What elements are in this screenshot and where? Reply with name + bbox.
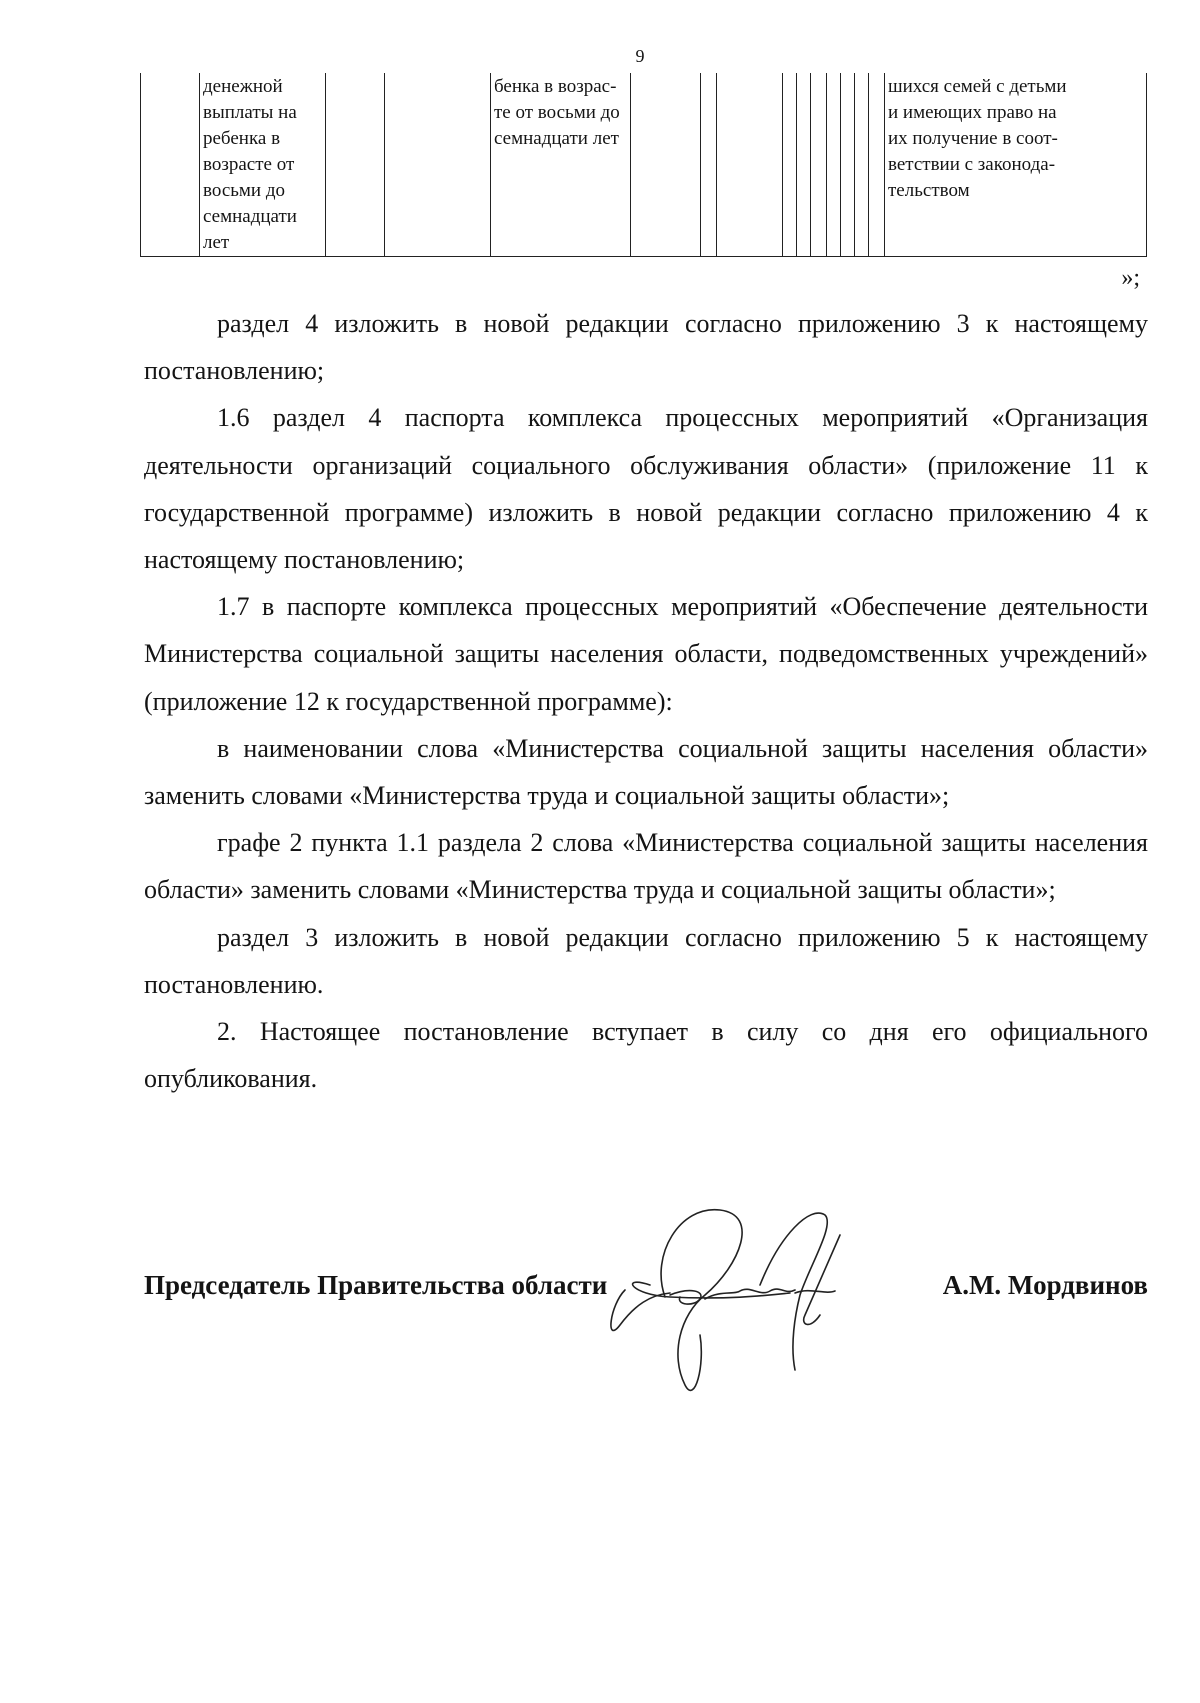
table-cell — [701, 73, 717, 257]
paragraph: 1.6 раздел 4 паспорта комплекса процессных мероприятий «Организация деятельности организаций социального обслуживания области» (приложение 11 к государственной программе) изложить в новой редакции согласно приложению 4 к настоящему постановлению; — [144, 403, 1148, 575]
table-cell — [869, 73, 885, 257]
signature-icon — [610, 1195, 940, 1430]
table-row — [141, 73, 1147, 257]
closing-quote: »; — [1121, 265, 1140, 291]
table-cell — [717, 73, 783, 257]
table-cell — [855, 73, 869, 257]
table-cell: бенка в возрас- те от восьми до семнадцати лет — [491, 73, 631, 257]
paragraph: в наименовании слова «Министерства социальной защиты населения области» заменить словами «Министерства труда и социальной защиты области»; — [144, 733, 1148, 811]
table-cell — [326, 73, 385, 257]
paragraph: 2. Настоящее постановление вступает в силу со дня его официального опубликования. — [144, 1017, 1148, 1094]
table-cell: денежной выплаты на ребенка в возрасте от восьми до семнадцати лет — [200, 73, 326, 257]
continuation-table — [140, 73, 1147, 257]
paragraph: раздел 4 изложить в новой редакции согласно приложению 3 к настоящему постановлению; — [144, 309, 1148, 386]
paragraph: графе 2 пункта 1.1 раздела 2 слова «Министерства социальной защиты населения области» заменить словами «Министерства труда и социальной защиты области»; — [144, 828, 1148, 905]
table-cell — [841, 73, 855, 257]
table-cell — [783, 73, 797, 257]
paragraph: 1.7 в паспорте комплекса процессных мероприятий «Обеспечение деятельности Министерства социальной защиты населения области, подведомственных учреждений» (приложение 12 к государственной программе): — [144, 592, 1148, 716]
signatory-name: А.М. Мордвинов — [942, 1270, 1148, 1300]
table-cell — [141, 73, 200, 257]
table-cell — [385, 73, 491, 257]
paragraph: раздел 3 изложить в новой редакции согласно приложению 5 к настоящему постановлению. — [144, 922, 1148, 999]
signatory-position: Председатель Правительства области — [144, 1270, 608, 1300]
table-cell — [797, 73, 811, 257]
table-cell — [811, 73, 827, 257]
table-cell — [827, 73, 841, 257]
table-cell — [631, 73, 701, 257]
body-text — [144, 300, 1148, 1102]
page-number: 9 — [635, 46, 645, 66]
table-cell: шихся семей с детьми и имеющих право на их получение в соот- ветствии с законода- тельством — [885, 73, 1147, 257]
